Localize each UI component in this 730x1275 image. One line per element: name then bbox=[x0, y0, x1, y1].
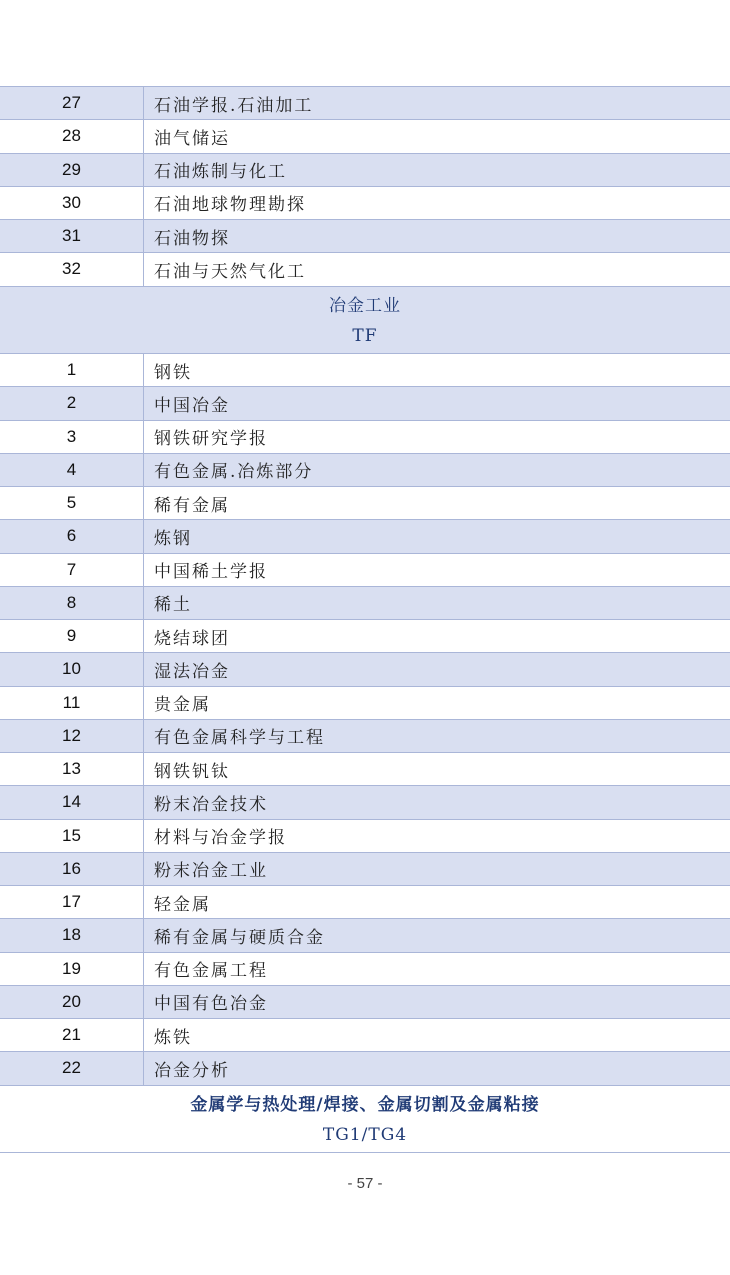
journal-table bbox=[0, 86, 730, 1153]
table-row bbox=[0, 1018, 730, 1051]
row-number: 28 bbox=[0, 120, 144, 152]
journal-title: 材料与冶金学报 bbox=[154, 828, 287, 849]
journal-title: 有色金属.冶炼部分 bbox=[154, 462, 314, 483]
row-number: 12 bbox=[0, 720, 144, 752]
table-row bbox=[0, 420, 730, 453]
journal-title: 有色金属科学与工程 bbox=[154, 728, 325, 749]
table-row bbox=[0, 353, 730, 386]
table-row bbox=[0, 985, 730, 1018]
row-number: 1 bbox=[0, 354, 144, 386]
journal-title: 中国稀土学报 bbox=[154, 562, 268, 583]
row-number: 6 bbox=[0, 520, 144, 552]
row-number: 11 bbox=[0, 687, 144, 719]
row-number: 5 bbox=[0, 487, 144, 519]
table-row bbox=[0, 819, 730, 852]
journal-title: 钢铁 bbox=[154, 362, 192, 383]
row-number: 31 bbox=[0, 220, 144, 252]
journal-title: 油气储运 bbox=[154, 128, 230, 149]
journal-title: 石油地球物理勘探 bbox=[154, 195, 306, 216]
row-number: 15 bbox=[0, 820, 144, 852]
table-row bbox=[0, 619, 730, 652]
row-number: 17 bbox=[0, 886, 144, 918]
journal-title: 石油物探 bbox=[154, 228, 230, 249]
journal-title: 冶金分析 bbox=[154, 1060, 230, 1081]
table-row bbox=[0, 186, 730, 219]
table-row bbox=[0, 153, 730, 186]
journal-title: 稀土 bbox=[154, 595, 192, 616]
page-number: - 57 - bbox=[347, 1175, 383, 1192]
row-number: 7 bbox=[0, 554, 144, 586]
row-number: 21 bbox=[0, 1019, 144, 1051]
journal-title: 石油与天然气化工 bbox=[154, 261, 306, 282]
journal-title: 石油学报.石油加工 bbox=[154, 95, 314, 116]
table-row bbox=[0, 918, 730, 951]
journal-title: 中国冶金 bbox=[154, 395, 230, 416]
row-number: 29 bbox=[0, 154, 144, 186]
table-row bbox=[0, 453, 730, 486]
row-number: 2 bbox=[0, 387, 144, 419]
table-row bbox=[0, 386, 730, 419]
table-row bbox=[0, 852, 730, 885]
section-title: 冶金工业 bbox=[329, 295, 401, 316]
table-bottom-rule bbox=[0, 1152, 730, 1153]
row-number: 32 bbox=[0, 253, 144, 285]
section-code: TF bbox=[352, 326, 378, 347]
journal-title: 钢铁钒钛 bbox=[154, 761, 230, 782]
table-row bbox=[0, 86, 730, 119]
journal-title: 炼铁 bbox=[154, 1027, 192, 1048]
table-row bbox=[0, 652, 730, 685]
journal-title: 粉末冶金工业 bbox=[154, 861, 268, 882]
table-row bbox=[0, 553, 730, 586]
journal-title: 轻金属 bbox=[154, 894, 211, 915]
row-number: 30 bbox=[0, 187, 144, 219]
row-number: 8 bbox=[0, 587, 144, 619]
journal-title: 稀有金属与硬质合金 bbox=[154, 927, 325, 948]
journal-title: 有色金属工程 bbox=[154, 961, 268, 982]
journal-title: 粉末冶金技术 bbox=[154, 794, 268, 815]
table-row bbox=[0, 719, 730, 752]
row-number: 19 bbox=[0, 953, 144, 985]
row-number: 16 bbox=[0, 853, 144, 885]
table-row bbox=[0, 885, 730, 918]
row-number: 10 bbox=[0, 653, 144, 685]
row-number: 20 bbox=[0, 986, 144, 1018]
section-title: 金属学与热处理/焊接、金属切割及金属粘接 bbox=[190, 1094, 540, 1115]
table-row bbox=[0, 1051, 730, 1084]
table-row bbox=[0, 119, 730, 152]
table-row bbox=[0, 686, 730, 719]
row-number: 22 bbox=[0, 1052, 144, 1084]
table-row bbox=[0, 219, 730, 252]
row-number: 3 bbox=[0, 421, 144, 453]
table-row bbox=[0, 486, 730, 519]
row-number: 13 bbox=[0, 753, 144, 785]
row-number: 9 bbox=[0, 620, 144, 652]
journal-title: 烧结球团 bbox=[154, 628, 230, 649]
petroleum-rows bbox=[0, 86, 730, 286]
journal-title: 湿法冶金 bbox=[154, 661, 230, 682]
table-row bbox=[0, 252, 730, 285]
section-header-metallurgy bbox=[0, 286, 730, 354]
row-number: 27 bbox=[0, 87, 144, 119]
journal-title: 贵金属 bbox=[154, 695, 211, 716]
row-number: 18 bbox=[0, 919, 144, 951]
table-row bbox=[0, 586, 730, 619]
journal-title: 中国有色冶金 bbox=[154, 994, 268, 1015]
journal-title: 炼钢 bbox=[154, 528, 192, 549]
journal-title: 钢铁研究学报 bbox=[154, 429, 268, 450]
table-row bbox=[0, 785, 730, 818]
row-number: 14 bbox=[0, 786, 144, 818]
journal-title: 石油炼制与化工 bbox=[154, 162, 287, 183]
row-number: 4 bbox=[0, 454, 144, 486]
journal-title: 稀有金属 bbox=[154, 495, 230, 516]
table-row bbox=[0, 519, 730, 552]
table-row bbox=[0, 752, 730, 785]
section-code: TG1/TG4 bbox=[322, 1125, 408, 1146]
table-row bbox=[0, 952, 730, 985]
section-header-metal-science bbox=[0, 1085, 730, 1153]
metallurgy-rows bbox=[0, 353, 730, 1085]
